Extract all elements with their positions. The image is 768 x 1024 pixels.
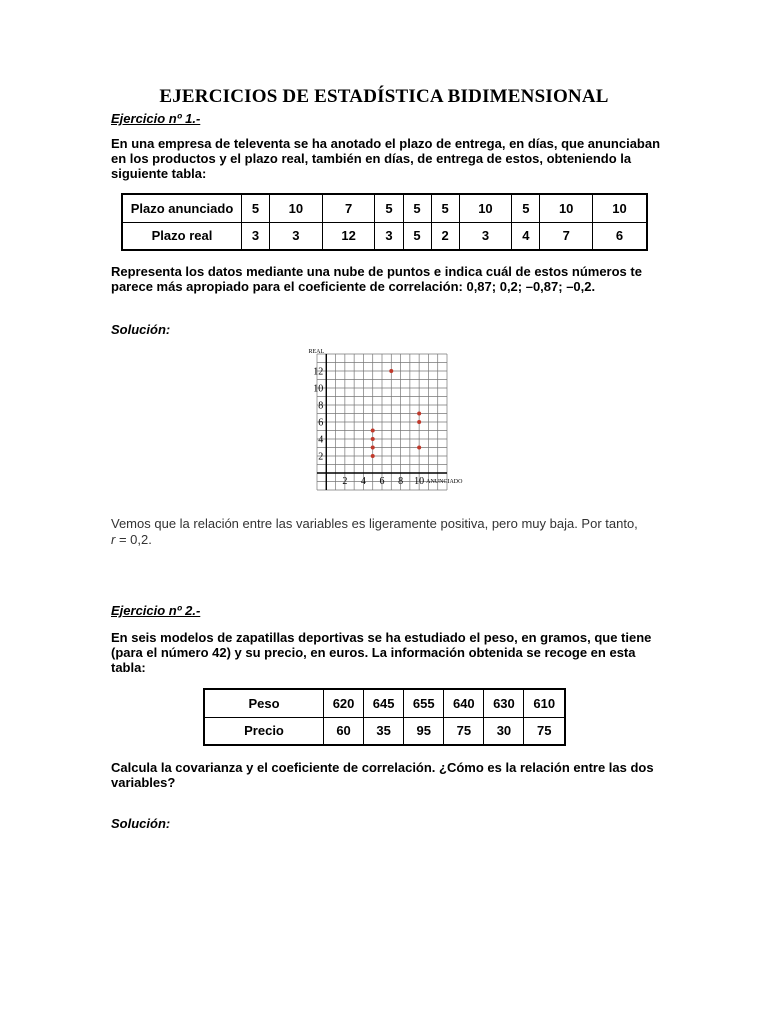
x-tick-label: 6 [379,476,385,487]
table-cell: 655 [404,689,444,717]
x-axis-label: ANUNCIADO [426,479,463,485]
exercise-2-question: Calcula la covarianza y el coeficiente de correlación. ¿Cómo es la relación entre las dos variables? [111,760,654,790]
exercise-1-question: Representa los datos mediante una nube de puntos e indica cuál de estos números te parece más apropiado para el coeficiente de correlación: 0,87; 0,2; –0,87; –0,2. [111,264,642,294]
exercise-2-heading: Ejercicio nº 2.- [111,603,201,618]
table-cell: 6 [593,222,647,250]
table-cell: 5 [431,194,459,222]
y-tick-label: 10 [313,383,324,395]
table-cell: 75 [444,717,484,745]
answer-r-symbol: r [111,532,116,547]
y-tick-label: 4 [318,434,324,446]
answer-value: = 0,2. [115,532,152,547]
table-cell: 4 [512,222,540,250]
x-tick-label: 2 [342,476,348,487]
exercise-1-intro: En una empresa de televenta se ha anotado el plazo de entrega, en días, que anunciaban en los productos y el plazo real, también en días, de entrega de estos, obteniendo la siguiente tabla: [111,136,661,181]
data-point [371,437,375,441]
exercise-2-table [203,688,566,746]
table-cell: 620 [324,689,364,717]
row-label: Precio [204,717,324,745]
table-cell: 5 [242,194,270,222]
exercise-2-solution-label: Solución: [111,816,171,831]
table-cell: 5 [375,194,403,222]
table-row [204,689,565,717]
table-cell: 10 [540,194,593,222]
data-point [371,446,375,450]
table-cell: 95 [404,717,444,745]
table-cell: 10 [270,194,323,222]
table-cell: 5 [403,222,431,250]
data-point [371,454,375,458]
data-point [371,429,375,433]
y-tick-label: 8 [318,400,324,412]
table-cell: 630 [484,689,524,717]
x-tick-label: 4 [360,476,366,487]
exercise-1-solution-label: Solución: [111,322,171,337]
table-cell: 75 [524,717,565,745]
table-cell: 12 [322,222,375,250]
table-cell: 610 [524,689,565,717]
x-tick-label: 8 [398,476,404,487]
table-cell: 10 [593,194,647,222]
answer-text: Vemos que la relación entre las variables es ligeramente positiva, pero muy baja. Por tanto, [111,516,638,531]
y-tick-label: 12 [313,366,324,378]
x-tick-label: 10 [414,476,425,487]
row-label: Peso [204,689,324,717]
table-cell: 60 [324,717,364,745]
y-tick-label: 2 [318,451,324,463]
table-cell: 7 [322,194,375,222]
table-cell: 7 [540,222,593,250]
table-cell: 3 [459,222,512,250]
table-cell: 3 [375,222,403,250]
exercise-2-intro: En seis modelos de zapatillas deportivas se ha estudiado el peso, en gramos, que tiene (para el número 42) y su precio, en euros. La información obtenida se recoge en esta tabla: [111,630,652,675]
scatter-chart [290,344,480,510]
exercise-1-heading: Ejercicio nº 1.- [111,111,201,126]
table-row [122,194,647,222]
table-cell: 30 [484,717,524,745]
y-tick-label: 6 [318,417,324,429]
exercise-1-answer [111,516,671,548]
table-cell: 2 [431,222,459,250]
page-title: EJERCICIOS DE ESTADÍSTICA BIDIMENSIONAL [159,86,609,107]
data-point [417,412,421,416]
y-axis-label: REAL [308,349,325,355]
table-cell: 10 [459,194,512,222]
table-cell: 3 [270,222,323,250]
table-cell: 645 [364,689,404,717]
data-point [417,446,421,450]
table-row [122,222,647,250]
table-row [204,717,565,745]
table-cell: 5 [403,194,431,222]
table-cell: 640 [444,689,484,717]
exercise-1-table [121,193,648,251]
table-cell: 3 [242,222,270,250]
table-cell: 35 [364,717,404,745]
row-label: Plazo anunciado [122,194,242,222]
data-point [417,420,421,424]
row-label: Plazo real [122,222,242,250]
data-point [389,369,393,373]
table-cell: 5 [512,194,540,222]
